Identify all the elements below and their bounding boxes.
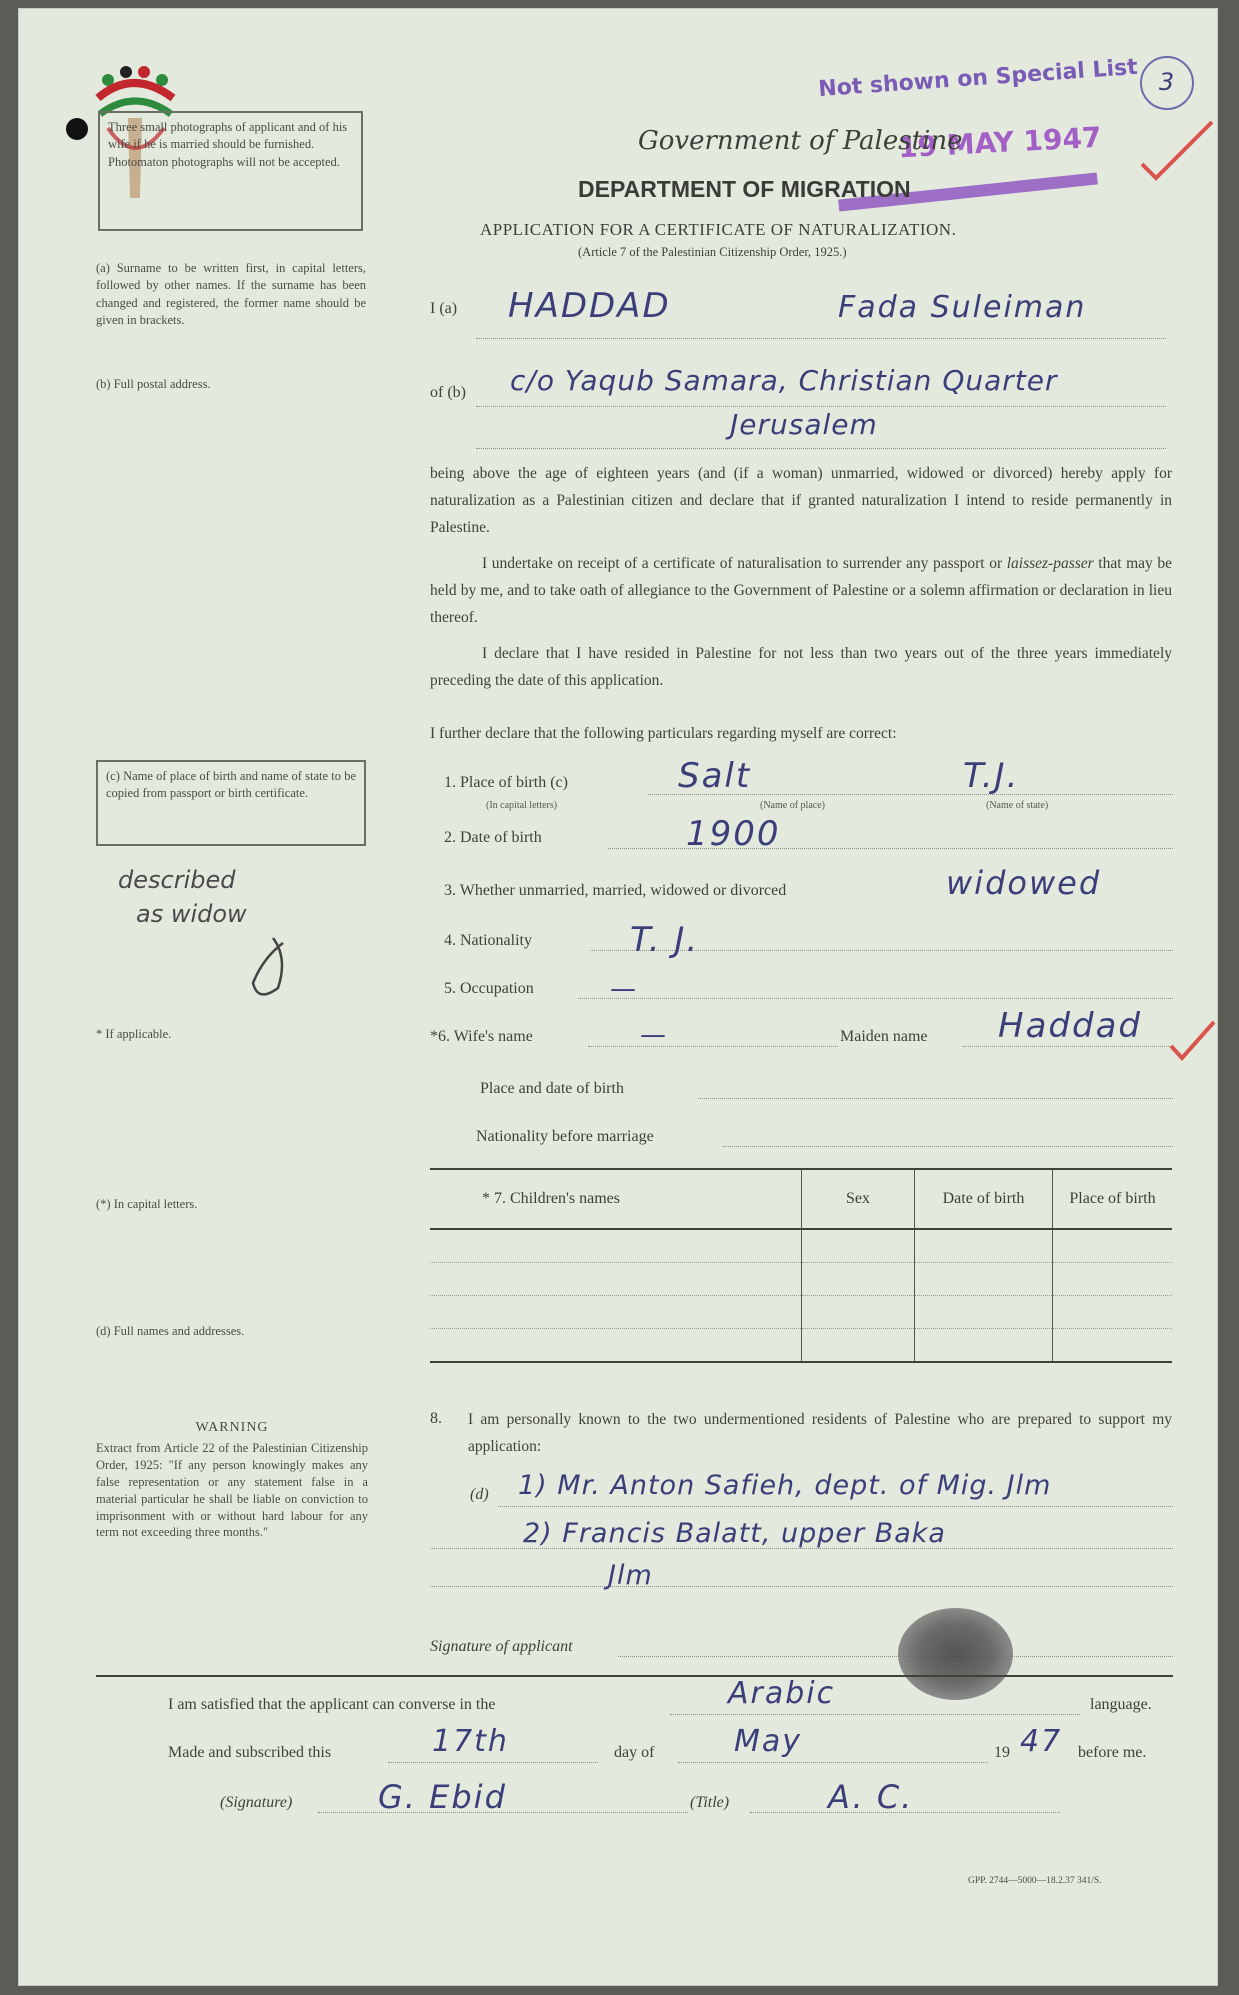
address-value-1: c/o Yaqub Samara, Christian Quarter — [510, 364, 1058, 397]
section-divider — [96, 1675, 1173, 1677]
date-of-birth-value: 1900 — [686, 814, 781, 854]
label-maiden-name: Maiden name — [840, 1028, 928, 1045]
table-row — [430, 1263, 1172, 1296]
wife-name-value: — — [640, 1020, 667, 1050]
name-line — [476, 338, 1166, 339]
label-place-date-birth: Place and date of birth — [480, 1080, 624, 1097]
government-title: Government of Palestine — [638, 126, 963, 156]
wife-name-line — [588, 1046, 838, 1047]
address-value-2: Jerusalem — [730, 408, 878, 441]
maiden-name-line — [963, 1046, 1173, 1047]
label-marital-status: 3. Whether unmarried, married, widowed or divorced — [444, 882, 787, 899]
signature-line — [618, 1656, 1173, 1657]
nationality-before-line — [723, 1146, 1173, 1147]
label-wife-name: *6. Wife's name — [430, 1028, 533, 1045]
note-surname: (a) Surname to be written first, in capital letters, followed by other names. If the surname has been changed and registered, the former name should be given in brackets. — [96, 261, 366, 327]
pencil-note-2: as widow — [136, 900, 247, 928]
punch-hole — [66, 118, 88, 140]
occupation-line — [578, 998, 1173, 999]
application-title: APPLICATION FOR A CERTIFICATE OF NATURALIZATION. — [480, 220, 957, 239]
place-of-birth-value: Salt — [678, 756, 752, 796]
year-value: 47 — [1020, 1724, 1063, 1759]
label-a: I (a) — [430, 300, 458, 317]
state-of-birth-value: T.J. — [963, 756, 1020, 796]
referees-number: 8. — [430, 1410, 442, 1427]
printer-reference: GPP. 2744—5000—18.2.37 341/S. — [968, 1876, 1102, 1886]
month-value: May — [734, 1724, 803, 1759]
label-made-subscribed: Made and subscribed this — [168, 1744, 332, 1761]
day-value: 17th — [432, 1724, 509, 1759]
label-signature: (Signature) — [220, 1794, 293, 1811]
note-if-applicable: * If applicable. — [96, 1027, 172, 1041]
header-date-of-birth: Date of birth — [915, 1169, 1053, 1229]
warning-title: WARNING — [195, 1420, 269, 1435]
header-place-of-birth: Place of birth — [1053, 1169, 1173, 1229]
maiden-name-value: Haddad — [998, 1006, 1142, 1046]
note-full-names: (d) Full names and addresses. — [96, 1324, 245, 1338]
photo-note: Three small photographs of applicant and of his wife if he is married should be furnished. Photomaton photographs will not be accepted. — [108, 120, 348, 169]
declaration-4: I further declare that the following particulars regarding myself are correct: — [430, 725, 897, 742]
address-line-2 — [476, 448, 1166, 449]
given-names-value: Fada Suleiman — [838, 290, 1087, 325]
label-title: (Title) — [690, 1794, 730, 1811]
table-row — [430, 1296, 1172, 1329]
label-signature-applicant: Signature of applicant — [430, 1638, 573, 1655]
label-converse: I am satisfied that the applicant can converse in the — [168, 1696, 496, 1713]
pencil-note-1: described — [118, 866, 236, 894]
note-postal-address: (b) Full postal address. — [96, 377, 211, 391]
label-date-of-birth: 2. Date of birth — [444, 829, 542, 846]
referee-line-3 — [430, 1586, 1173, 1587]
referee-2-cont: Jlm — [608, 1560, 653, 1591]
table-row — [430, 1229, 1172, 1263]
children-table-header — [430, 1169, 1172, 1229]
thumbprint — [898, 1608, 1013, 1700]
nationality-value: T. J. — [630, 920, 700, 960]
label-day-of: day of — [614, 1744, 655, 1761]
label-year-prefix: 19 — [994, 1744, 1010, 1761]
caption-name-of-place: (Name of place) — [760, 800, 825, 811]
article-reference: (Article 7 of the Palestinian Citizenship Order, 1925.) — [578, 245, 847, 259]
language-line — [670, 1714, 1080, 1715]
header-children-names: * 7. Children's names — [430, 1169, 802, 1229]
note-place-of-birth: (c) Name of place of birth and name of state to be copied from passport or birth certificate. — [106, 769, 356, 801]
label-place-of-birth: 1. Place of birth (c) — [444, 774, 568, 791]
day-line — [388, 1762, 598, 1763]
declaration-2 — [430, 550, 1172, 631]
declaration-2b: that may be held by me, and to take oath of allegiance to the Government of Palestine or a solemn affirmation or declaration in lieu thereof. — [430, 555, 1173, 627]
caption-capital-letters: (In capital letters) — [486, 800, 558, 811]
page-number: 3 — [1140, 56, 1194, 110]
children-table — [430, 1168, 1172, 1363]
referee-2-value: 2) Francis Balatt, upper Baka — [523, 1518, 946, 1549]
title-value: A. C. — [828, 1778, 914, 1816]
official-signature-value: G. Ebid — [378, 1778, 507, 1816]
label-nationality: 4. Nationality — [444, 932, 532, 949]
marital-status-value: widowed — [946, 864, 1102, 902]
red-check-mark-icon — [1138, 118, 1218, 198]
language-value: Arabic — [728, 1676, 836, 1711]
label-b: of (b) — [430, 384, 466, 401]
caption-name-of-state: (Name of state) — [986, 800, 1049, 811]
declaration-3: I declare that I have resided in Palestine for not less than two years out of the three years immediately preceding the date of this application. — [430, 645, 1172, 690]
occupation-value: — — [610, 974, 637, 1004]
note-capital-letters: (*) In capital letters. — [96, 1197, 198, 1211]
label-nationality-before-marriage: Nationality before marriage — [476, 1128, 654, 1145]
referee-1-value: 1) Mr. Anton Safieh, dept. of Mig. Jlm — [518, 1470, 1052, 1501]
department-title: DEPARTMENT OF MIGRATION — [578, 176, 911, 202]
label-occupation: 5. Occupation — [444, 980, 534, 997]
address-line-1 — [476, 406, 1166, 407]
referee-line-1 — [498, 1506, 1173, 1507]
referees-intro: I am personally known to the two undermentioned residents of Palestine who are prepared to support my application: — [468, 1411, 1172, 1456]
label-language: language. — [1090, 1696, 1152, 1713]
note-place-of-birth-box — [96, 760, 366, 846]
month-line — [678, 1762, 988, 1763]
date-stamp: 19 MAY 1947 — [897, 120, 1103, 165]
surname-value: HADDAD — [508, 286, 671, 326]
label-d: (d) — [470, 1486, 489, 1503]
declaration-2a: I undertake on receipt of a certificate of naturalisation to surrender any passport or — [482, 555, 1007, 572]
label-before-me: before me. — [1078, 1744, 1147, 1761]
header-sex: Sex — [802, 1169, 915, 1229]
document-page — [18, 8, 1218, 1986]
photo-note-box — [98, 111, 363, 231]
place-date-birth-line — [698, 1098, 1173, 1099]
pencil-initial-icon — [243, 928, 303, 1008]
red-check-mark-icon-2 — [1168, 1018, 1218, 1068]
declaration-1: being above the age of eighteen years (and (if a woman) unmarried, widowed or divorced) hereby apply for naturalization as a Palestinian citizen and declare that if granted naturalization I intend to reside permanently in Palestine. — [430, 465, 1172, 537]
table-row — [430, 1329, 1172, 1363]
special-list-stamp: Not shown on Special List — [817, 54, 1139, 103]
laissez-passer: laissez-passer — [1006, 555, 1094, 572]
warning-text: Extract from Article 22 of the Palestinian Citizenship Order, 1925: "If any person knowingly makes any false representation or any statement false in a material particular he shall be liable on conviction to imprisonment with or without hard labour for any term not exceeding three months." — [96, 1441, 368, 1540]
